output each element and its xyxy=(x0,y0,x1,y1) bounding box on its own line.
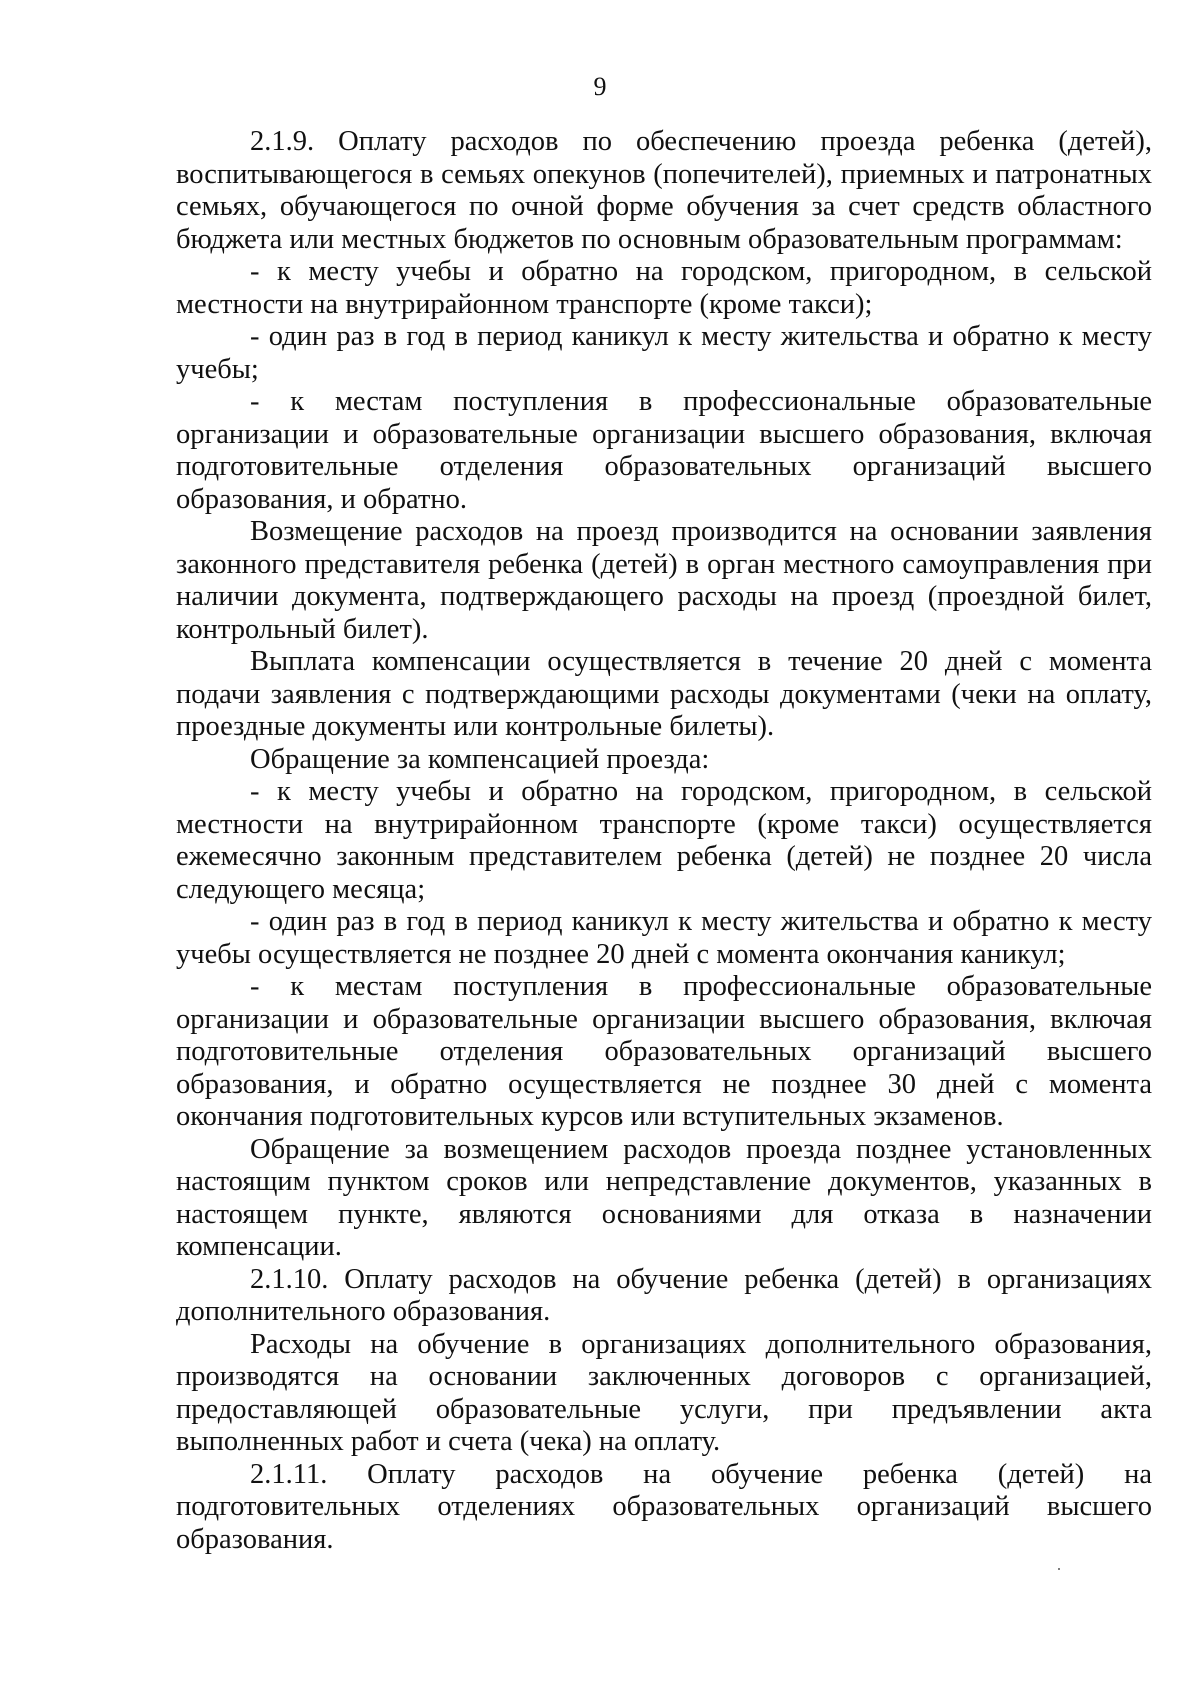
list-item-admission-application: - к местам поступления в профессиональные образовательные организации и образовательные организации высшего образования, включая подготовительные отделения образовательных организаций высшего образования, и обратно осуществляется не позднее 30 дней с момента окончания подготовительных курсов или вступительных экзаменов. xyxy=(176,971,1152,1132)
paragraph-2-1-10: 2.1.10. Оплату расходов на обучение ребенка (детей) в организациях дополнительного образования. xyxy=(176,1263,1152,1327)
list-item-monthly-application: - к месту учебы и обратно на городском, пригородном, в сельской местности на внутрирайонном транспорте (кроме такси) осуществляется ежемесячно законным представителем ребенка (детей) не позднее 20 числа следующего месяца; xyxy=(176,776,1152,905)
list-item-yearly-travel: - один раз в год в период каникул к месту жительства и обратно к месту учебы; xyxy=(176,321,1152,385)
paragraph-education-expenses: Расходы на обучение в организациях дополнительного образования, производятся на основании заключенных договоров с организацией, предоставляющей образовательные услуги, при предъявлении акта выполненных работ и счета (чека) на оплату. xyxy=(176,1328,1152,1457)
paragraph-application-heading: Обращение за компенсацией проезда: xyxy=(250,743,710,775)
list-item-yearly-application: - один раз в год в период каникул к месту жительства и обратно к месту учебы осуществляется не позднее 20 дней с момента окончания каникул; xyxy=(176,906,1152,970)
page-number: 9 xyxy=(593,72,607,101)
list-item-admission-travel: - к местам поступления в профессиональные образовательные организации и образовательные организации высшего образования, включая подготовительные отделения образовательных организаций высшего образования, и обратно. xyxy=(176,386,1152,515)
paragraph-refusal-grounds: Обращение за возмещением расходов проезда позднее установленных настоящим пунктом сроков или непредставление документов, указанных в настоящем пункте, являются основаниями для отказа в назначении компенсации. xyxy=(176,1133,1152,1262)
scan-speck xyxy=(1058,1568,1060,1570)
paragraph-reimbursement-basis: Возмещение расходов на проезд производится на основании заявления законного представителя ребенка (детей) в орган местного самоуправления при наличии документа, подтверждающего расходы на проезд (проездной билет, контрольный билет). xyxy=(176,516,1152,645)
paragraph-payment-term: Выплата компенсации осуществляется в течение 20 дней с момента подачи заявления с подтверждающими расходы документами (чеки на оплату, проездные документы или контрольные билеты). xyxy=(176,646,1152,742)
list-item-local-transport: - к месту учебы и обратно на городском, пригородном, в сельской местности на внутрирайонном транспорте (кроме такси); xyxy=(176,256,1152,320)
paragraph-2-1-9: 2.1.9. Оплату расходов по обеспечению проезда ребенка (детей), воспитывающегося в семьях опекунов (попечителей), приемных и патронатных семьях, обучающегося по очной форме обучения за счет средств областного бюджета или местных бюджетов по основным образовательным программам: xyxy=(176,126,1152,255)
paragraph-2-1-11: 2.1.11. Оплату расходов на обучение ребенка (детей) на подготовительных отделениях образовательных организаций высшего образования. xyxy=(176,1458,1152,1555)
document-body xyxy=(176,126,1152,1556)
